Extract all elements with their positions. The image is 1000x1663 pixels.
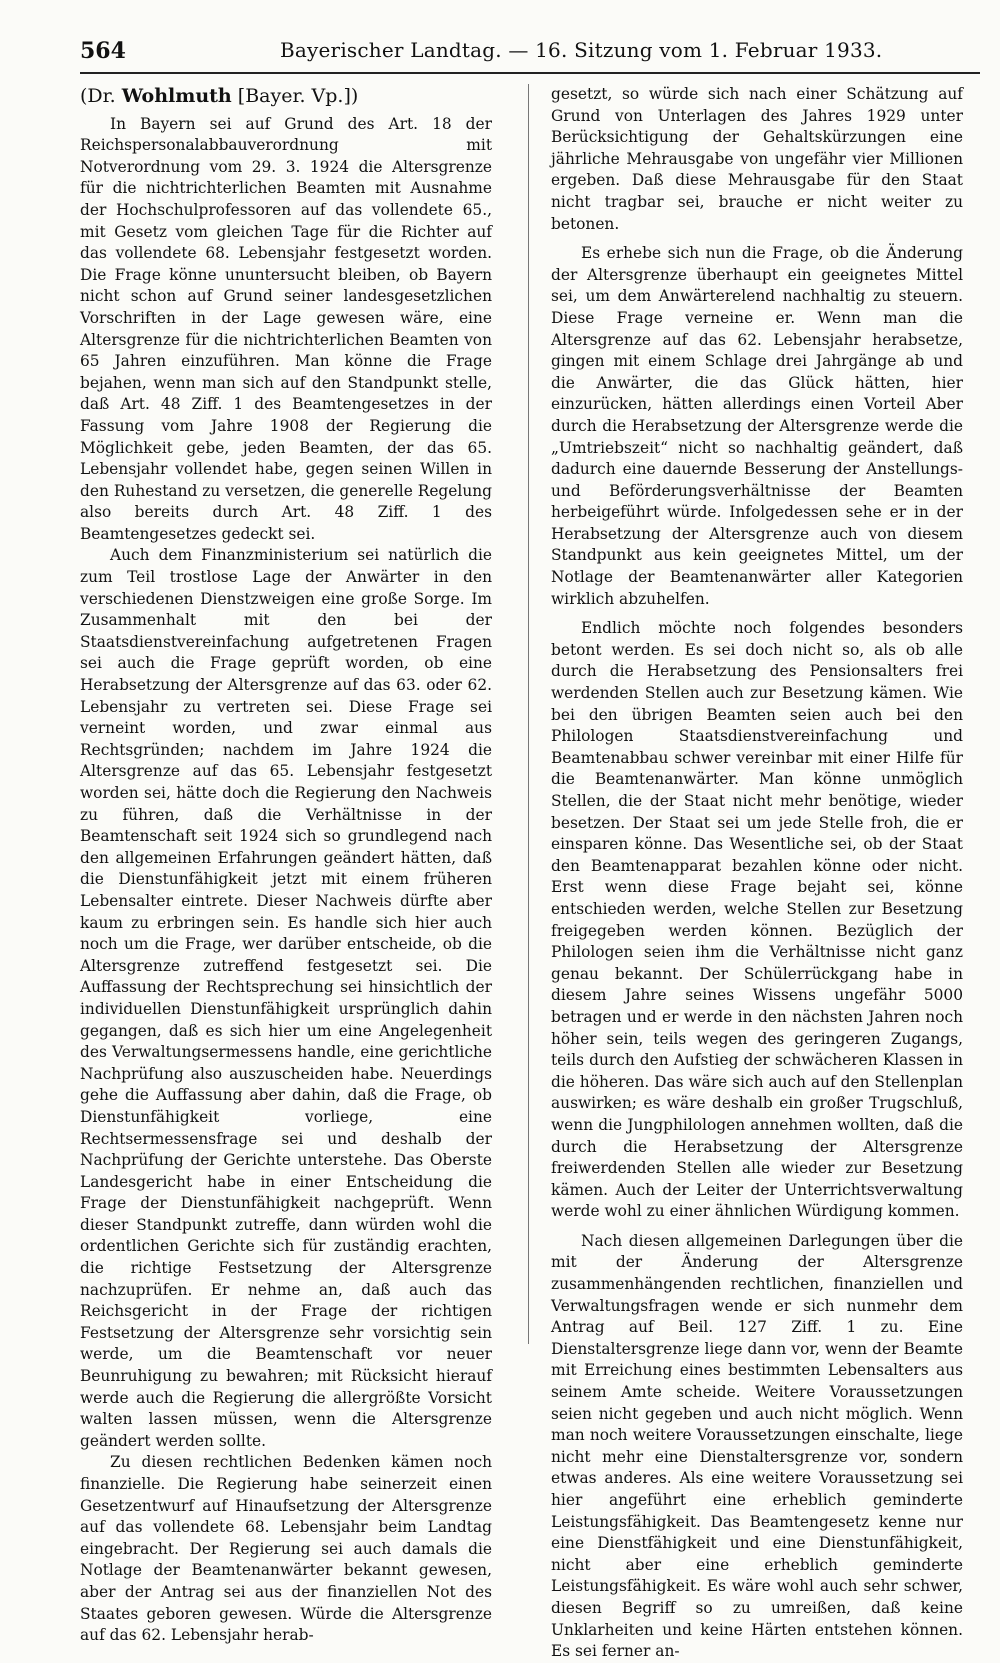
paragraph: Nach diesen allgemeinen Darlegungen über die mit der Änderung der Altersgrenze zusammenhängenden rechtlichen, finanziellen und Verwaltungsfragen wende er sich nunmehr dem Antrag auf Beil. 127 Ziff. 1 zu. Eine Dienstaltersgrenze liege dann vor, wenn der Beamte mit Erreichung eines bestimmten Lebensalters aus seinem Amte scheide. Weitere Voraussetzungen seien nicht gegeben und auch nicht möglich. Wenn man noch weitere Voraussetzungen einschalte, liege nicht mehr eine Dienstaltersgrenze vor, sondern etwas anderes. Als eine weitere Voraussetzung sei hier angeführt eine erheblich geminderte Leistungsfähigkeit. Das Beamtengesetz kenne nur eine Dienstfähigkeit und eine Dienstunfähigkeit, nicht aber eine erheblich geminderte Leistungsfähigkeit. Es wäre wohl auch sehr schwer, diesen Begriff so zu umreißen, daß keine Unklarheiten und keine Härten entstehen können. Es sei ferner an- [551, 1231, 963, 1661]
right-column [551, 84, 963, 1663]
paragraph: Auch dem Finanzministerium sei natürlich die zum Teil trostlose Lage der Anwärter in den verschiedenen Dienstzweigen eine große Sorge. Im Zusammenhalt mit den bei der Staatsdienstvereinfachung aufgetretenen Fragen sei auch die Frage geprüft worden, ob eine Herabsetzung der Altersgrenze auf das 63. oder 62. Lebensjahr zu vertreten sei. Diese Frage sei verneint worden, und zwar einmal aus Rechtsgründen; nachdem im Jahre 1924 die Altersgrenze auf das 65. Lebensjahr festgesetzt worden sei, hätte doch die Regierung den Nachweis zu führen, daß die Verhältnisse in der Beamtenschaft seit 1924 sich so grundlegend nach den allgemeinen Erfahrungen geändert hätten, daß die Dienstunfähigkeit jetzt mit einem früheren Lebensalter eintrete. Dieser Nachweis dürfte aber kaum zu erbringen sein. Es handle sich hier auch noch um die Frage, wer darüber entscheide, ob die Altersgrenze zutreffend festgesetzt sei. Die Auffassung der Rechtsprechung sei hinsichtlich der individuellen Dienstunfähigkeit ursprünglich dahin gegangen, daß es sich hier um eine Angelegenheit des Verwaltungsermessens handle, eine gerichtliche Nachprüfung also auszuscheiden habe. Neuerdings gehe die Auffassung aber dahin, daß die Frage, ob Dienstunfähigkeit vorliege, eine Rechtsermessensfrage sei und deshalb der Nachprüfung der Gerichte unterstehe. Das Oberste Landesgericht habe in einer Entscheidung die Frage der Dienstunfähigkeit nachgeprüft. Wenn dieser Standpunkt zutreffe, dann würden wohl die ordentlichen Gerichte sich für zuständig erachten, die richtige Festsetzung der Altersgrenze nachzuprüfen. Er nehme an, daß auch das Reichsgericht in der Frage der richtigen Festsetzung der Altersgrenze sehr vorsichtig sein werde, um die Beamtenschaft vor neuer Beunruhigung zu bewahren; mit Rücksicht hierauf werde auch die Regierung die allergrößte Vorsicht walten lassen müssen, wenn die Altersgrenze geändert werden sollte. [80, 546, 492, 1450]
speaker-prefix: (Dr. [80, 85, 116, 107]
page-header [80, 38, 980, 74]
paragraph: gesetzt, so würde sich nach einer Schätzung auf Grund von Unterlagen des Jahres 1929 unter Berücksichtigung der Gehaltskürzungen eine jährliche Mehrausgabe von ungefähr vier Millionen ergeben. Daß diese Mehrausgabe für den Staat nicht tragbar sei, brauche er nicht weiter zu betonen. [551, 85, 963, 233]
paragraph: Endlich möchte noch folgendes besonders betont werden. Es sei doch nicht so, als ob alle durch die Herabsetzung des Pensionsalters frei werdenden Stellen auch zur Besetzung kämen. Wie bei den übrigen Beamten seien auch bei den Philologen Staatsdienstvereinfachung und Beamtenabbau schwer vereinbar mit einer Hilfe für die Beamtenanwärter. Man könne unmöglich Stellen, die der Staat nicht mehr benötige, wieder besetzen. Der Staat sei um jede Stelle froh, die er einsparen könne. Das Wesentliche sei, ob der Staat den Beamtenapparat bezahlen könne oder nicht. Erst wenn diese Frage bejaht sei, könne entschieden werden, welche Stellen zur Besetzung freigegeben werden können. Bezüglich der Philologen seien ihm die Verhältnisse nicht ganz genau bekannt. Der Schülerrückgang habe in diesem Jahre seines Wissens ungefähr 5000 betragen und er werde in den nächsten Jahren noch höher sein, teils wegen des geringeren Zugangs, teils durch den Aufstieg der schwächeren Klassen in die höheren. Das wäre sich auch auf den Stellenplan auswirken; es wäre deshalb ein großer Trugschluß, wenn die Jungphilologen annehmen wollten, daß die durch die Herabsetzung der Altersgrenze freiwerdenden Stellen alle wieder zur Besetzung kämen. Auch der Leiter der Unterrichtsverwaltung werde wohl zu einer ähnlichen Würdigung kommen. [551, 619, 963, 1221]
running-title: Bayerischer Landtag. — 16. Sitzung vom 1. Februar 1933. [280, 38, 883, 62]
paragraph: Es erhebe sich nun die Frage, ob die Änderung der Altersgrenze überhaupt ein geeignetes Mittel sei, um dem Anwärterelend nachhaltig zu steuern. Diese Frage verneine er. Wenn man die Altersgrenze auf das 62. Lebensjahr herabsetze, gingen mit einem Schlage drei Jahrgänge ab und die Anwärter, die das Glück hätten, hier einzurücken, hätten allerdings einen Vorteil Aber durch die Herabsetzung der Altersgrenze werde die „Umtriebszeit“ nicht so nachhaltig geändert, daß dadurch eine dauernde Besserung der Anstellungs- und Beförderungsverhältnisse der Beamten herbeigeführt würde. Infolgedessen sehe er in der Herabsetzung der Altersgrenze auch von diesem Standpunkt aus kein geeignetes Mittel, um der Notlage der Beamtenanwärter aller Kategorien wirklich abzuhelfen. [551, 244, 963, 608]
paragraph-gap [551, 235, 963, 243]
speaker-name: Wohlmuth [121, 85, 232, 107]
paragraph-gap [551, 1223, 963, 1231]
page-number: 564 [80, 38, 126, 64]
column-divider [528, 84, 529, 1344]
left-column [80, 86, 492, 1647]
speaker-line [80, 86, 492, 108]
paragraph-gap [551, 610, 963, 618]
paragraph: Zu diesen rechtlichen Bedenken kämen noch finanzielle. Die Regierung habe seinerzeit einen Gesetzentwurf auf Hinaufsetzung der Altersgrenze auf das vollendete 68. Lebensjahr beim Landtag eingebracht. Der Regierung sei auch damals die Notlage der Beamtenanwärter bekannt gewesen, aber der Antrag sei aus der finanziellen Not des Staates geboren gewesen. Würde die Altersgrenze auf das 62. Lebensjahr herab- [80, 1453, 492, 1645]
paragraph: In Bayern sei auf Grund des Art. 18 der Reichspersonalabbauverordnung mit Notverordnung vom 29. 3. 1924 die Altersgrenze für die nichtrichterlichen Beamten mit Ausnahme der Hochschulprofessoren auf das vollendete 65., mit Gesetz vom gleichen Tage für die Richter auf das vollendete 68. Lebensjahr festgesetzt worden. Die Frage könne ununtersucht bleiben, ob Bayern nicht schon auf Grund seiner landesgesetzlichen Vorschriften in der Lage gewesen wäre, eine Altersgrenze für die nichtrichterlichen Beamten von 65 Jahren einzuführen. Man könne die Frage bejahen, wenn man sich auf den Standpunkt stelle, daß Art. 48 Ziff. 1 des Beamtengesetzes in der Fassung vom Jahre 1908 der Regierung die Möglichkeit gebe, jeden Beamten, der das 65. Lebensjahr vollendet habe, gegen seinen Willen in den Ruhestand zu versetzen, die generelle Regelung also bereits durch Art. 48 Ziff. 1 des Beamtengesetzes gedeckt sei. [80, 114, 492, 543]
speaker-party: [Bayer. Vp.]) [237, 85, 359, 107]
